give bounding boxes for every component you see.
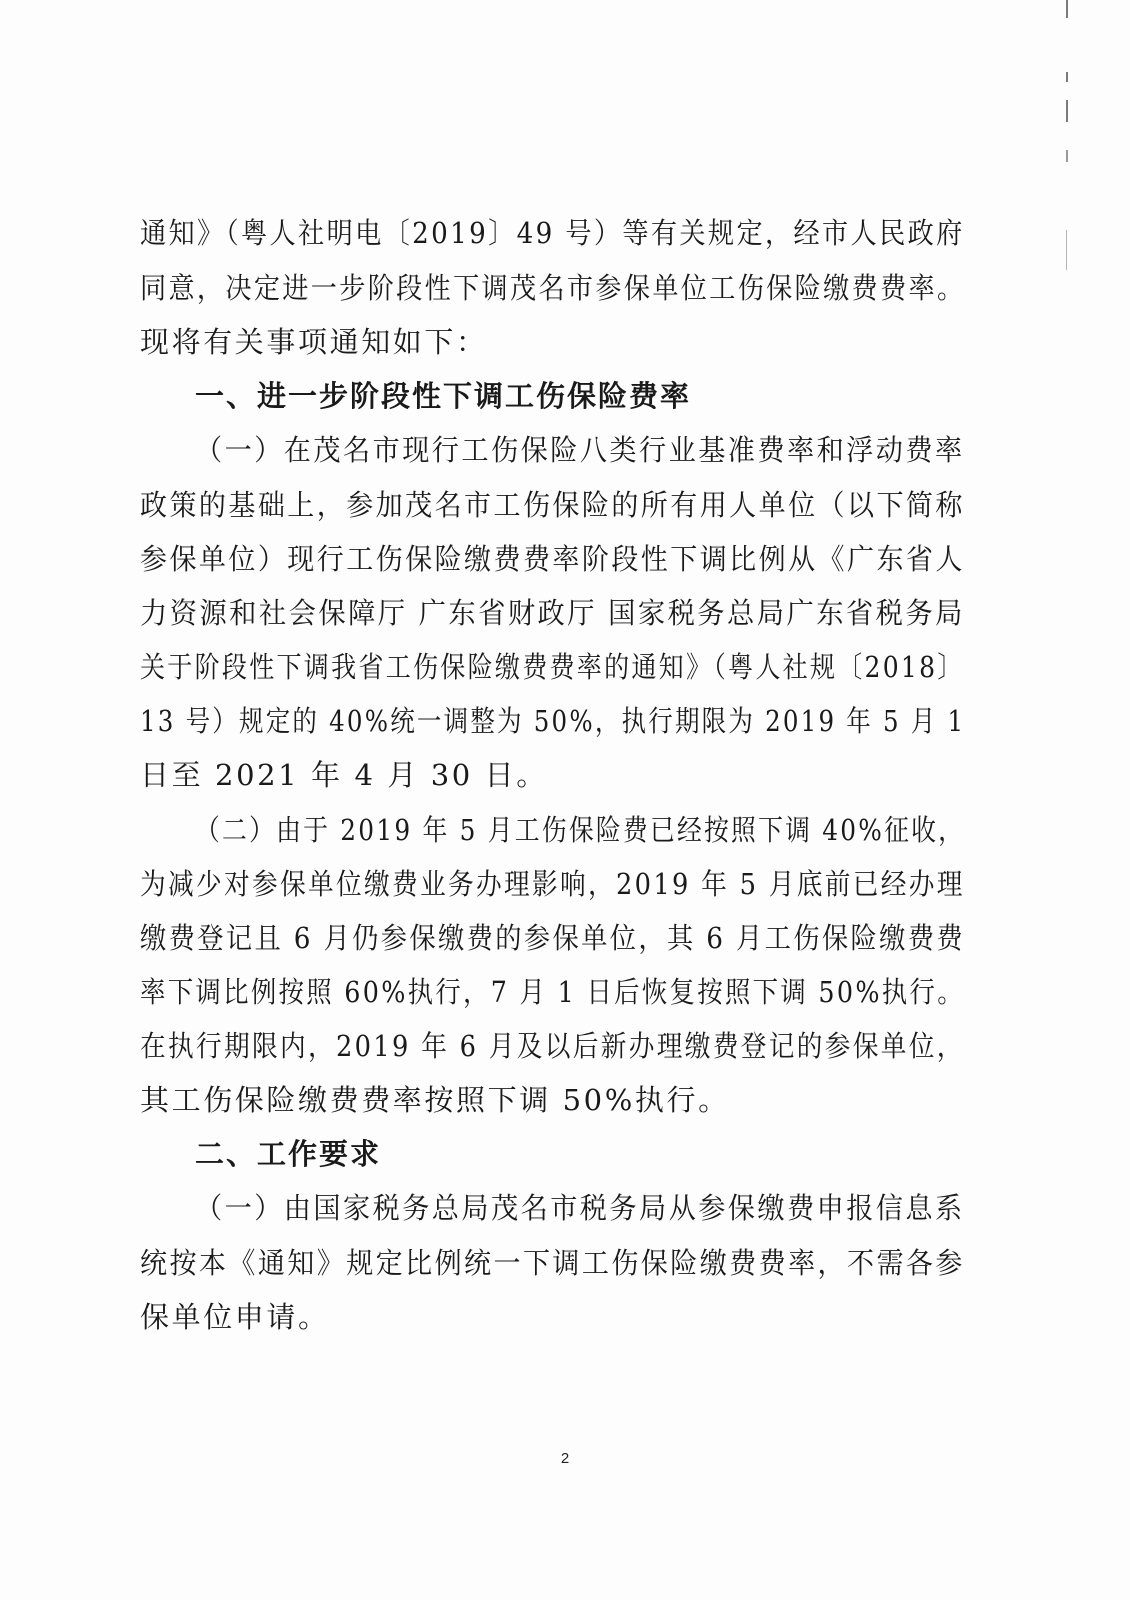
body-text-line: 同意，决定进一步阶段性下调茂名市参保单位工伤保险缴费费率。 — [140, 271, 966, 305]
body-text-line: 通知》（粤人社明电〔2019〕49 号）等有关规定，经市人民政府 — [140, 216, 965, 250]
scan-edge-mark — [1066, 150, 1068, 162]
body-text-line: 力资源和社会保障厅 广东省财政厅 国家税务总局广东省税务局 — [140, 596, 965, 630]
body-text-line: （一）在茂名市现行工伤保险八类行业基准费率和浮动费率 — [195, 433, 965, 467]
body-text-line: 缴费登记且 6 月仍参保缴费的参保单位，其 6 月工伤保险缴费费 — [140, 921, 965, 955]
scan-edge-mark — [1066, 72, 1068, 82]
body-text-line: （二）由于 2019 年 5 月工伤保险费已经按照下调 40%征收， — [195, 813, 966, 847]
section-heading-2: 二、工作要求 — [195, 1137, 382, 1171]
body-text-line: 统按本《通知》规定比例统一下调工伤保险缴费费率，不需各参 — [140, 1246, 965, 1280]
scan-edge-mark — [1066, 0, 1068, 18]
body-text-line: 在执行期限内，2019 年 6 月及以后新办理缴费登记的参保单位， — [140, 1029, 965, 1063]
body-text-line: 日至 2021 年 4 月 30 日。 — [140, 758, 548, 792]
body-text-line: 参保单位）现行工伤保险缴费费率阶段性下调比例从《广东省人 — [140, 542, 965, 576]
page-number: 2 — [560, 1450, 570, 1467]
body-text-line: 保单位申请。 — [140, 1300, 330, 1334]
scan-edge-mark — [1066, 230, 1067, 270]
section-heading-1: 一、进一步阶段性下调工伤保险费率 — [195, 379, 692, 413]
body-text-line: 现将有关事项通知如下： — [140, 325, 488, 359]
body-text-line: 政策的基础上，参加茂名市工伤保险的所有用人单位（以下简称 — [140, 488, 965, 522]
body-text-line: 率下调比例按照 60%执行，7 月 1 日后恢复按照下调 50%执行。 — [140, 975, 965, 1009]
body-text-line: 13 号）规定的 40%统一调整为 50%，执行期限为 2019 年 5 月 1 — [140, 704, 966, 738]
body-text-line: 为减少对参保单位缴费业务办理影响，2019 年 5 月底前已经办理 — [140, 867, 965, 901]
scan-edge-mark — [1066, 100, 1068, 122]
body-text-line: 其工伤保险缴费费率按照下调 50%执行。 — [140, 1083, 730, 1117]
body-text-line: （一）由国家税务总局茂名市税务局从参保缴费申报信息系 — [195, 1191, 965, 1225]
body-text-line: 关于阶段性下调我省工伤保险缴费费率的通知》（粤人社规〔2018〕 — [140, 650, 965, 684]
